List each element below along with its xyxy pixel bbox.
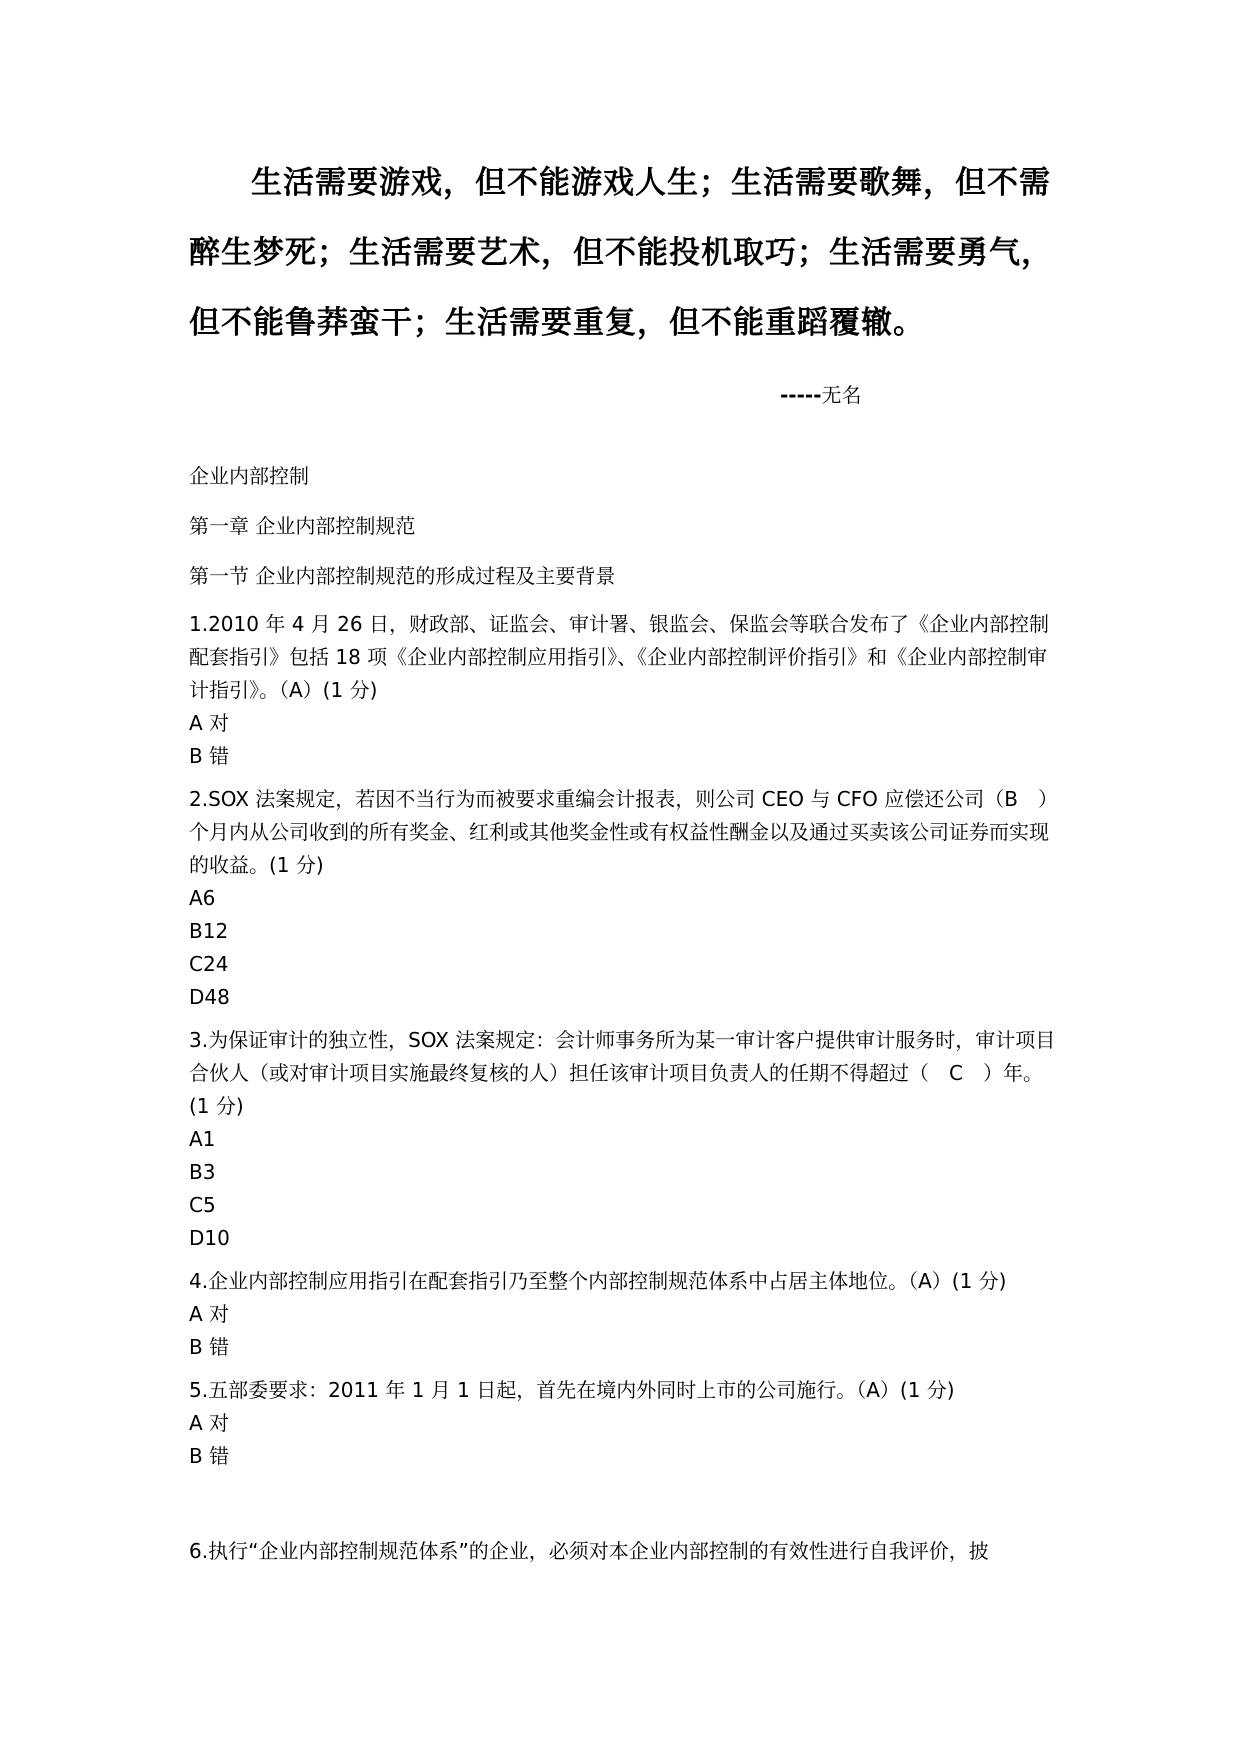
spacer: [189, 1483, 1059, 1535]
question-option: B 错: [189, 1444, 230, 1468]
question-text: 5.五部委要求：2011 年 1 月 1 日起，首先在境内外同时上市的公司施行。（A）(1 分): [189, 1378, 955, 1402]
question-option: A 对: [189, 1302, 230, 1326]
question-option: D48: [189, 985, 230, 1009]
document-body: [189, 458, 1059, 1578]
question-option: C24: [189, 952, 229, 976]
question-text: 3.为保证审计的独立性，SOX 法案规定：会计师事务所为某一审计客户提供审计服务时，审计项目合伙人（或对审计项目实施最终复核的人）担任该审计项目负责人的任期不得超过（ C ）年。(1 分): [189, 1028, 1056, 1118]
question-text: 2.SOX 法案规定，若因不当行为而被要求重编会计报表，则公司 CEO 与 CFO 应偿还公司（B ）个月内从公司收到的所有奖金、红利或其他奖金性或有权益性酬金以及通过买卖该公司证券而实现的收益。(1 分): [189, 787, 1059, 877]
course-title: 企业内部控制: [189, 464, 309, 488]
question-option: A1: [189, 1127, 216, 1151]
question-text: 6.执行“企业内部控制规范体系”的企业，必须对本企业内部控制的有效性进行自我评价，披: [189, 1539, 989, 1563]
chapter-title: 第一章 企业内部控制规范: [189, 514, 416, 538]
question-option: A 对: [189, 711, 230, 735]
section-title: 第一节 企业内部控制规范的形成过程及主要背景: [189, 564, 616, 588]
question-6: [189, 1535, 1059, 1568]
question-option: A 对: [189, 1411, 230, 1435]
question-text: 1.2010 年 4 月 26 日，财政部、证监会、审计署、银监会、保监会等联合发布了《企业内部控制配套指引》包括 18 项《企业内部控制应用指引》、《企业内部控制评价指引》和《企业内部控制审计指引》。（A）(1 分): [189, 612, 1049, 702]
attribution-name: 无名: [821, 383, 862, 407]
question-option: A6: [189, 886, 216, 910]
question-text: 4.企业内部控制应用指引在配套指引乃至整个内部控制规范体系中占居主体地位。（A）(1 分): [189, 1269, 1007, 1293]
question-option: B12: [189, 919, 229, 943]
question-5: [189, 1374, 1059, 1473]
quote-attribution: [780, 380, 862, 410]
question-2: [189, 783, 1059, 1014]
attribution-dash: -----: [780, 383, 822, 407]
question-1: [189, 608, 1059, 773]
question-option: B 错: [189, 1335, 230, 1359]
question-option: B 错: [189, 744, 230, 768]
question-3: [189, 1024, 1059, 1255]
quote-paragraph: 生活需要游戏，但不能游戏人生；生活需要歌舞，但不需醉生梦死；生活需要艺术，但不能投机取巧；生活需要勇气，但不能鲁莽蛮干；生活需要重复，但不能重蹈覆辙。: [189, 165, 1053, 341]
question-option: C5: [189, 1193, 216, 1217]
question-4: [189, 1265, 1059, 1364]
question-option: B3: [189, 1160, 216, 1184]
question-option: D10: [189, 1226, 230, 1250]
